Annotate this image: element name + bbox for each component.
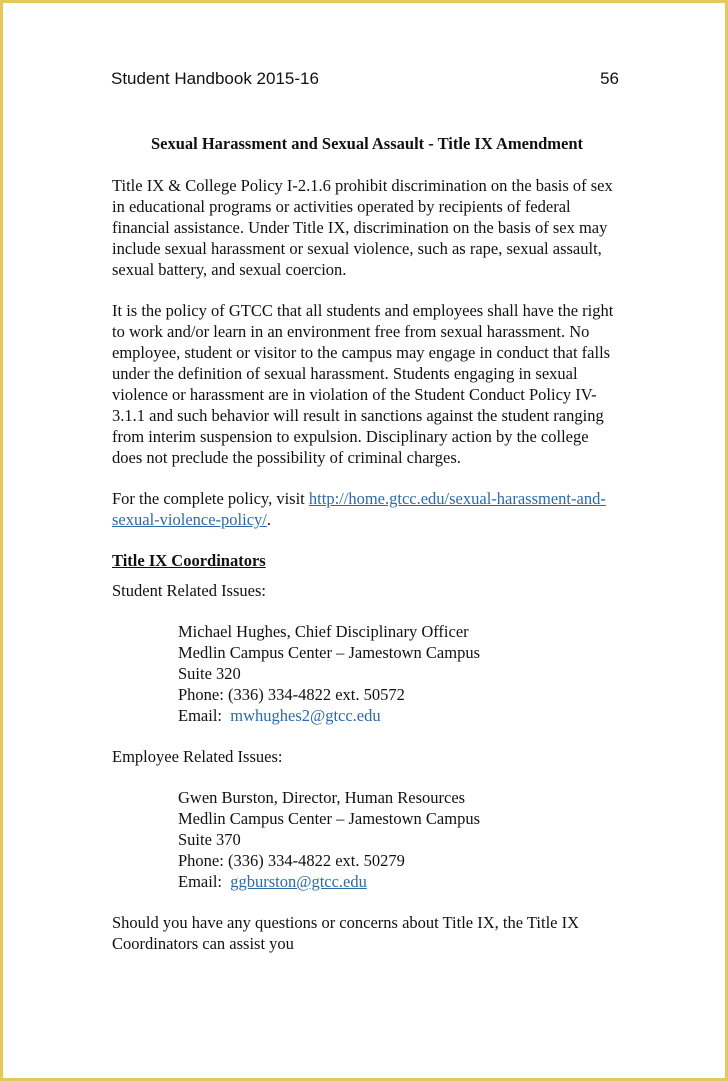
policy-link-paragraph: [112, 488, 622, 530]
employee-coordinator-contact: [178, 787, 622, 892]
page-number: 56: [600, 69, 619, 88]
student-coordinator-suite: Suite 320: [178, 664, 241, 683]
employee-coordinator-suite: Suite 370: [178, 830, 241, 849]
student-coordinator-email[interactable]: mwhughes2@gtcc.edu: [230, 706, 381, 725]
student-coordinator-contact: [178, 621, 622, 726]
coordinators-heading: Title IX Coordinators: [112, 551, 266, 570]
employee-coordinator-name: Gwen Burston, Director, Human Resources: [178, 788, 466, 807]
employee-coordinator-location: Medlin Campus Center – Jamestown Campus: [178, 809, 481, 828]
page-header: [111, 69, 619, 93]
student-issues-label: Student Related Issues:: [112, 581, 266, 600]
student-coordinator-name: Michael Hughes, Chief Disciplinary Officer: [178, 622, 469, 641]
policy-link-suffix: .: [266, 510, 271, 529]
employee-email-label: Email:: [178, 872, 231, 891]
student-email-label: Email:: [178, 706, 231, 725]
student-coordinator-email-line: [178, 705, 622, 726]
handbook-title: Student Handbook 2015-16: [111, 69, 319, 88]
document-heading: Sexual Harassment and Sexual Assault - Title IX Amendment: [150, 134, 584, 153]
closing-paragraph: Should you have any questions or concerns about Title IX, the Title IX Coordinators can assist you: [112, 913, 580, 953]
policy-paragraph-2: It is the policy of GTCC that all students and employees shall have the right to work and/or learn in an environment free from sexual harassment. No employee, student or visitor to the campus may engage in conduct that falls under the definition of sexual harassment. Students engaging in sexual violence or harassment are in violation of the Student Conduct Policy IV-3.1.1 and such behavior will result in sanctions against the student ranging from interim suspension to expulsion. Disciplinary action by the college does not preclude the possibility of criminal charges.: [112, 301, 614, 467]
employee-coordinator-email[interactable]: ggburston@gtcc.edu: [230, 872, 367, 891]
policy-link[interactable]: http://home.gtcc.edu/sexual-harassment-and-sexual-violence-policy/: [112, 489, 606, 529]
document-body: [112, 133, 622, 974]
student-coordinator-location: Medlin Campus Center – Jamestown Campus: [178, 643, 481, 662]
policy-paragraph-1: Title IX & College Policy I-2.1.6 prohibit discrimination on the basis of sex in educational programs or activities operated by recipients of federal financial assistance. Under Title IX, discrimination on the basis of sex may include sexual harassment or sexual violence, such as rape, sexual assault, sexual battery, and sexual coercion.: [112, 176, 613, 279]
employee-issues-label: Employee Related Issues:: [112, 747, 283, 766]
employee-coordinator-phone: Phone: (336) 334-4822 ext. 50279: [178, 851, 405, 870]
employee-coordinator-email-line: [178, 871, 622, 892]
student-coordinator-phone: Phone: (336) 334-4822 ext. 50572: [178, 685, 405, 704]
policy-link-prefix: For the complete policy, visit: [112, 489, 309, 508]
